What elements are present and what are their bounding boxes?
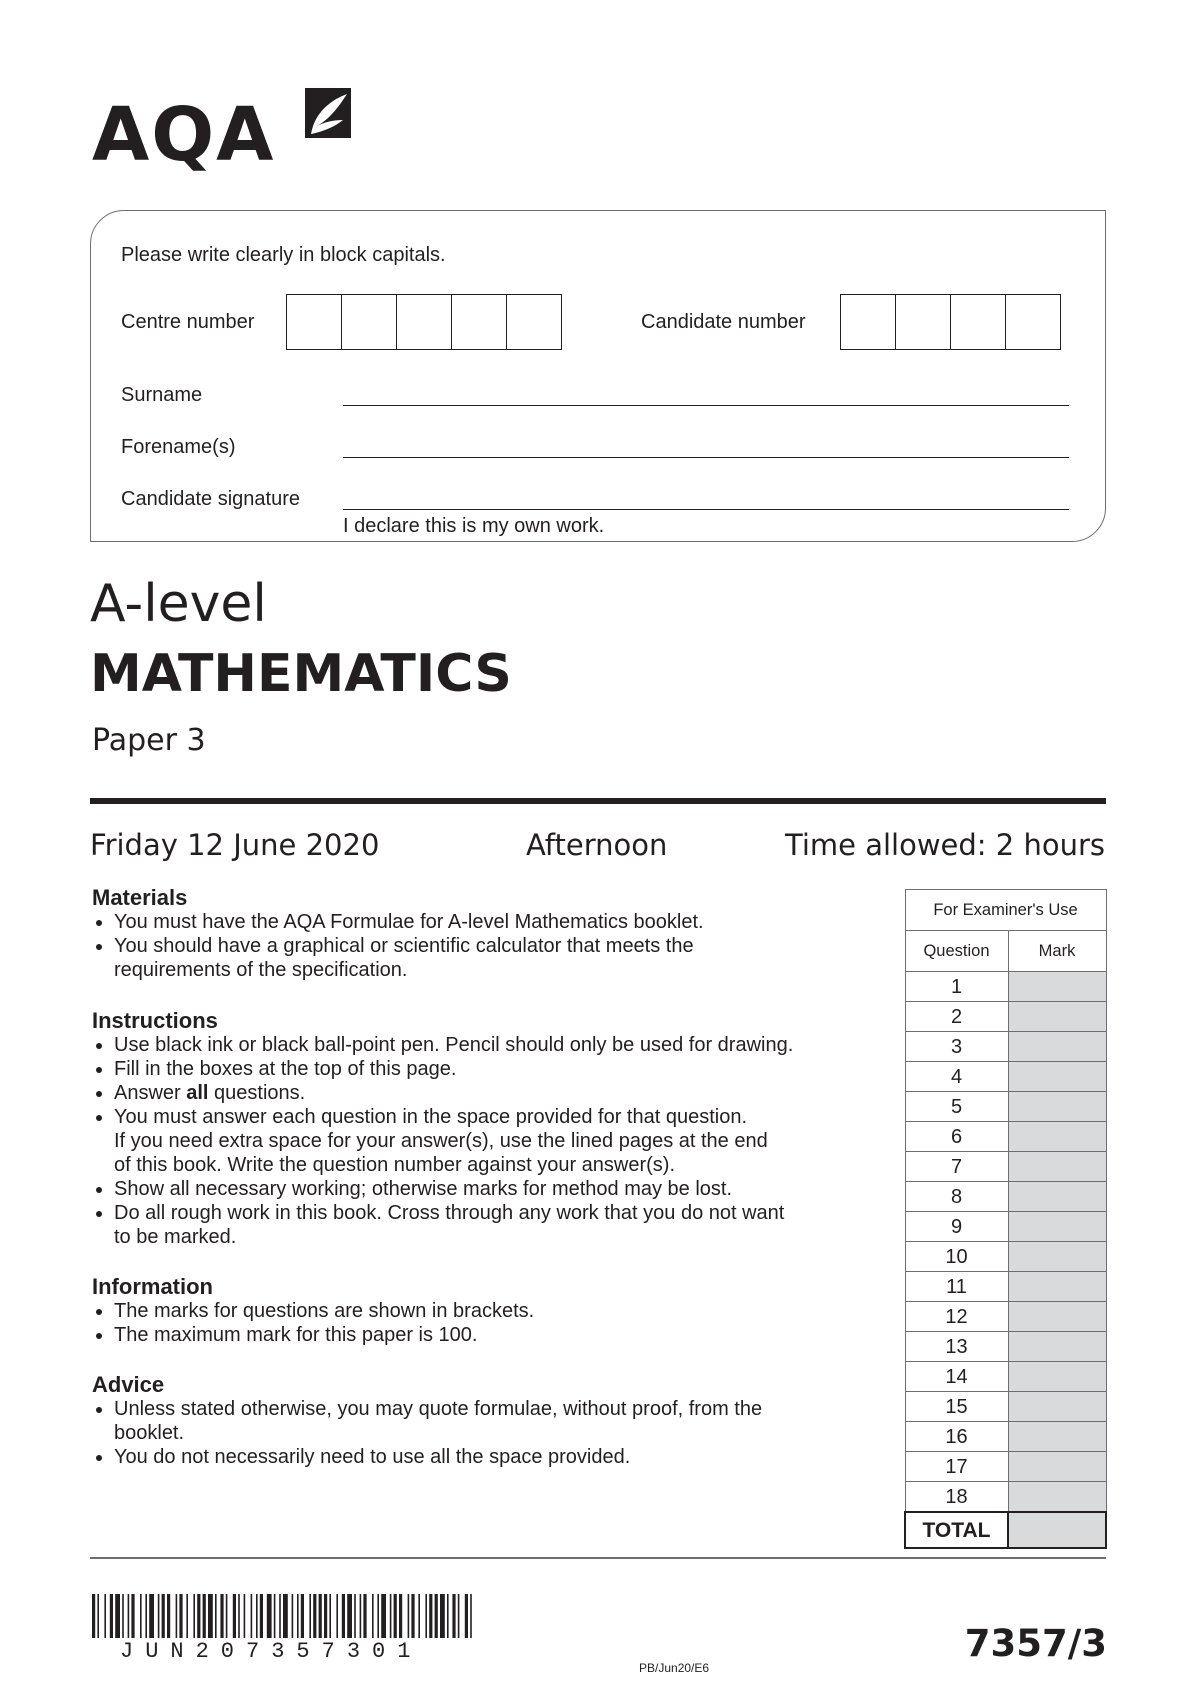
question-header: Question (905, 931, 1008, 972)
barcode-bar (193, 1594, 195, 1638)
question-number: 13 (905, 1332, 1008, 1362)
block-capitals-instruction: Please write clearly in block capitals. (121, 244, 446, 266)
barcode-bar (97, 1594, 99, 1638)
mark-cell[interactable] (1008, 1302, 1106, 1332)
list-item: You must have the AQA Formulae for A-level Mathematics booklet. (92, 910, 892, 934)
table-row (905, 1182, 1106, 1212)
candidate-digit-box[interactable] (840, 294, 896, 350)
mark-cell[interactable] (1008, 1122, 1106, 1152)
barcode-bar (301, 1594, 304, 1638)
mark-cell[interactable] (1008, 1362, 1106, 1392)
barcode-bar (354, 1594, 356, 1638)
surname-label: Surname (121, 384, 203, 406)
barcode-bar (122, 1594, 124, 1638)
list-item: Answer all questions. (92, 1081, 892, 1105)
barcode-bar (233, 1594, 236, 1638)
total-mark-cell[interactable] (1008, 1512, 1106, 1548)
mark-cell[interactable] (1008, 1182, 1106, 1212)
centre-digit-box[interactable] (396, 294, 452, 350)
mark-cell[interactable] (1008, 1092, 1106, 1122)
barcode-bar (215, 1594, 217, 1638)
barcode-bar (313, 1594, 316, 1638)
centre-number-label: Centre number (121, 311, 255, 333)
barcode-bar (110, 1594, 113, 1638)
surname-field[interactable] (343, 405, 1069, 406)
exam-session: Afternoon (526, 828, 668, 862)
paper-code: 7357/3 (964, 1622, 1107, 1665)
divider-thin (90, 1557, 1106, 1559)
question-number: 6 (905, 1122, 1008, 1152)
table-row (905, 972, 1106, 1002)
mark-cell[interactable] (1008, 1002, 1106, 1032)
barcode-bar (372, 1594, 374, 1638)
barcode-bar (149, 1594, 154, 1638)
barcode-bar (324, 1594, 327, 1638)
candidate-number-boxes[interactable] (840, 294, 1061, 350)
list-item: Unless stated otherwise, you may quote formulae, without proof, from the booklet. (92, 1397, 892, 1445)
table-row (905, 1062, 1106, 1092)
candidate-number-label: Candidate number (641, 311, 806, 333)
barcode-bar (440, 1594, 445, 1638)
mark-cell[interactable] (1008, 1422, 1106, 1452)
barcode-bar (244, 1594, 246, 1638)
barcode-bar (452, 1594, 455, 1638)
list-item: The maximum mark for this paper is 100. (92, 1323, 892, 1347)
barcode-bar (394, 1594, 397, 1638)
table-row (905, 1092, 1106, 1122)
barcode-bar (342, 1594, 345, 1638)
table-row (905, 1122, 1106, 1152)
barcode-bar (197, 1594, 200, 1638)
mark-cell[interactable] (1008, 1152, 1106, 1182)
question-number: 18 (905, 1482, 1008, 1513)
barcode-bar (458, 1594, 460, 1638)
time-allowed: Time allowed: 2 hours (785, 828, 1105, 862)
table-row (905, 1332, 1106, 1362)
barcode-bar (140, 1594, 142, 1638)
total-row (905, 1512, 1106, 1548)
mark-cell[interactable] (1008, 1032, 1106, 1062)
barcode-bar (92, 1594, 95, 1638)
candidate-details-box (90, 210, 1106, 542)
barcode-bar (465, 1594, 468, 1638)
table-row (905, 1152, 1106, 1182)
barcode-bar (429, 1594, 432, 1638)
question-number: 7 (905, 1152, 1008, 1182)
barcode-bar (336, 1594, 338, 1638)
barcode-bar (158, 1594, 160, 1638)
forenames-label: Forename(s) (121, 436, 236, 458)
barcode-bar (283, 1594, 288, 1638)
forenames-field[interactable] (343, 457, 1069, 458)
barcode-bar (381, 1594, 386, 1638)
question-number: 1 (905, 972, 1008, 1002)
barcode-bar (226, 1594, 228, 1638)
divider-thick (90, 798, 1106, 804)
barcode-bar (203, 1594, 206, 1638)
table-row (905, 1362, 1106, 1392)
candidate-digit-box[interactable] (950, 294, 1006, 350)
barcode-bar (208, 1594, 213, 1638)
information-section (92, 1275, 892, 1347)
declaration-text: I declare this is my own work. (343, 515, 605, 537)
table-row (905, 1272, 1106, 1302)
centre-digit-box[interactable] (451, 294, 507, 350)
candidate-digit-box[interactable] (1005, 294, 1061, 350)
question-number: 4 (905, 1062, 1008, 1092)
table-row (905, 1452, 1106, 1482)
barcode-bar (292, 1594, 294, 1638)
question-number: 2 (905, 1002, 1008, 1032)
mark-cell[interactable] (1008, 1482, 1106, 1513)
signature-field[interactable] (343, 509, 1069, 510)
barcode-bar (131, 1594, 134, 1638)
question-number: 10 (905, 1242, 1008, 1272)
question-number: 8 (905, 1182, 1008, 1212)
barcode-bar (408, 1594, 410, 1638)
total-label: TOTAL (905, 1512, 1008, 1548)
table-row (905, 1002, 1106, 1032)
barcode (92, 1594, 474, 1638)
barcode-bar (447, 1594, 449, 1638)
barcode-bar (128, 1594, 130, 1638)
centre-digit-box[interactable] (286, 294, 342, 350)
subject-title: MATHEMATICS (90, 644, 512, 704)
paper-name: Paper 3 (92, 723, 206, 758)
mark-cell[interactable] (1008, 1452, 1106, 1482)
barcode-bar (319, 1594, 322, 1638)
advice-heading: Advice (92, 1372, 165, 1397)
list-item: You should have a graphical or scientific calculator that meets the requirements of the specification. (92, 934, 892, 982)
table-row (905, 1032, 1106, 1062)
barcode-bar (425, 1594, 427, 1638)
barcode-bar (360, 1594, 362, 1638)
barcode-bar (238, 1594, 240, 1638)
mark-cell[interactable] (1008, 1272, 1106, 1302)
mark-cell[interactable] (1008, 1062, 1106, 1092)
question-number: 5 (905, 1092, 1008, 1122)
barcode-bar (260, 1594, 263, 1638)
barcode-bar (186, 1594, 188, 1638)
question-number: 16 (905, 1422, 1008, 1452)
barcode-bar (145, 1594, 147, 1638)
list-item: The marks for questions are shown in brackets. (92, 1299, 892, 1323)
barcode-bar (162, 1594, 165, 1638)
signature-label: Candidate signature (121, 488, 301, 510)
barcode-bar (115, 1594, 120, 1638)
list-item: Do all rough work in this book. Cross through any work that you do not want to be marked. (92, 1201, 892, 1249)
question-number: 11 (905, 1272, 1008, 1302)
list-item: You do not necessarily need to use all the space provided. (92, 1445, 892, 1469)
examiners-use-table (904, 889, 1107, 1549)
logo-text: AQA (92, 92, 276, 178)
barcode-bar (411, 1594, 414, 1638)
barcode-bar (274, 1594, 276, 1638)
materials-section (92, 886, 892, 982)
table-row (905, 1482, 1106, 1513)
barcode-bar (220, 1594, 223, 1638)
question-number: 9 (905, 1212, 1008, 1242)
information-heading: Information (92, 1274, 213, 1299)
barcode-bar (390, 1594, 392, 1638)
barcode-bar (347, 1594, 352, 1638)
question-number: 14 (905, 1362, 1008, 1392)
materials-heading: Materials (92, 885, 188, 910)
mark-cell[interactable] (1008, 1242, 1106, 1272)
exam-date: Friday 12 June 2020 (90, 828, 380, 862)
barcode-bar (418, 1594, 420, 1638)
list-item: Use black ink or black ball-point pen. Pencil should only be used for drawing. (92, 1033, 892, 1057)
barcode-bar (329, 1594, 331, 1638)
barcode-bar (279, 1594, 281, 1638)
examiners-use-title: For Examiner's Use (905, 890, 1106, 931)
aqa-logo (92, 88, 352, 184)
barcode-bar (104, 1594, 106, 1638)
barcode-text: JUN207357301 (120, 1639, 423, 1664)
level-title: A-level (90, 574, 267, 634)
barcode-bar (297, 1594, 299, 1638)
barcode-bar (167, 1594, 170, 1638)
barcode-bar (256, 1594, 258, 1638)
barcode-bar (267, 1594, 272, 1638)
centre-digit-box[interactable] (341, 294, 397, 350)
reference-code: PB/Jun20/E6 (639, 1661, 710, 1675)
table-row (905, 1302, 1106, 1332)
barcode-bar (176, 1594, 178, 1638)
leaf-icon (297, 88, 351, 144)
list-item: Fill in the boxes at the top of this page. (92, 1057, 892, 1081)
question-number: 3 (905, 1032, 1008, 1062)
list-item: You must answer each question in the space provided for that question. If you need extra space for your answer(s), use the lined pages at the end of this book. Write the question number against your answer(s). (92, 1105, 892, 1177)
barcode-bar (399, 1594, 402, 1638)
question-number: 12 (905, 1302, 1008, 1332)
table-row (905, 1212, 1106, 1242)
table-row (905, 1422, 1106, 1452)
advice-section (92, 1373, 892, 1469)
question-number: 17 (905, 1452, 1008, 1482)
table-row (905, 1242, 1106, 1272)
candidate-digit-box[interactable] (895, 294, 951, 350)
barcode-bar (377, 1594, 379, 1638)
instructions-heading: Instructions (92, 1008, 218, 1033)
list-item: Show all necessary working; otherwise marks for method may be lost. (92, 1177, 892, 1201)
instructions-section (92, 1009, 892, 1249)
mark-cell[interactable] (1008, 972, 1106, 1002)
centre-number-boxes[interactable] (286, 294, 562, 350)
question-number: 15 (905, 1392, 1008, 1422)
table-row (905, 1392, 1106, 1422)
barcode-bar (363, 1594, 366, 1638)
barcode-bar (309, 1594, 311, 1638)
mark-cell[interactable] (1008, 1332, 1106, 1362)
barcode-bar (179, 1594, 182, 1638)
barcode-bar (251, 1594, 253, 1638)
mark-header: Mark (1008, 931, 1106, 972)
barcode-bar (435, 1594, 438, 1638)
mark-cell[interactable] (1008, 1212, 1106, 1242)
centre-digit-box[interactable] (506, 294, 562, 350)
mark-cell[interactable] (1008, 1392, 1106, 1422)
barcode-bar (470, 1594, 472, 1638)
